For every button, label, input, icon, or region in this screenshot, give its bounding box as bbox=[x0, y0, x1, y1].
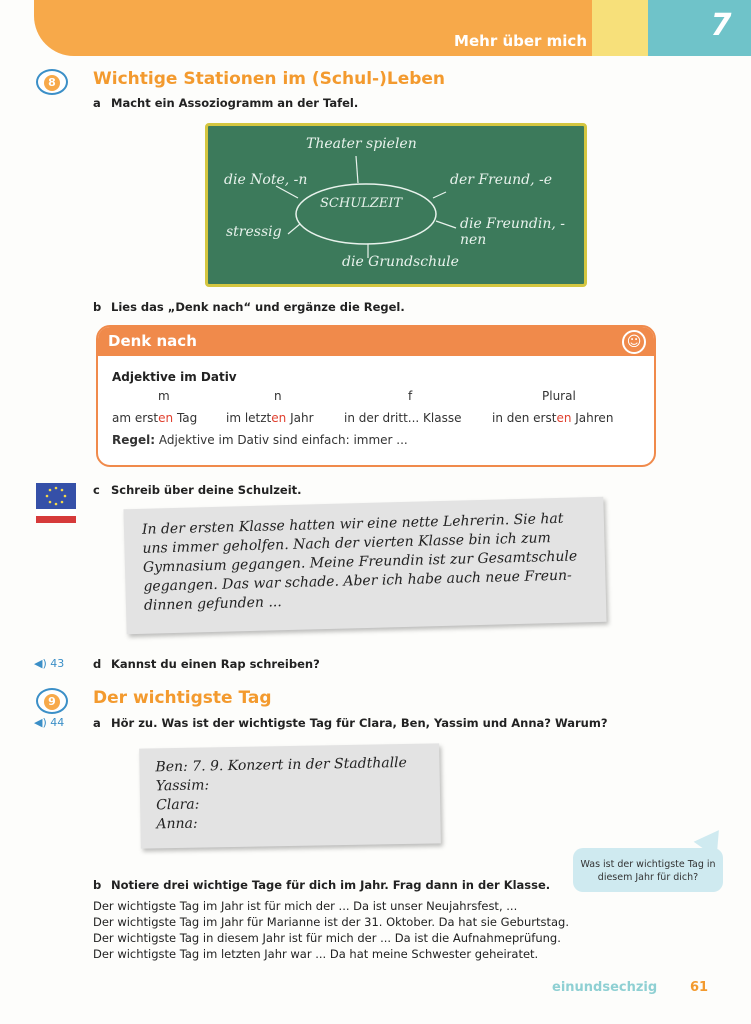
chalkboard bbox=[205, 123, 587, 287]
denk-nach-title: Denk nach bbox=[108, 332, 197, 350]
page-number-word: einundsechzig bbox=[552, 980, 658, 995]
denk-nach-subtitle: Adjektive im Dativ bbox=[112, 370, 237, 384]
header-accent-yellow bbox=[592, 0, 648, 56]
eu-flag-icon bbox=[36, 483, 76, 523]
chalk-word-right-bottom: die Freundin, -nen bbox=[460, 216, 565, 248]
audio-track-43[interactable]: ◀) 43 bbox=[34, 657, 65, 670]
handwritten-text: In der ersten Klasse hatten wir eine nette Lehrerin. Sie hat uns immer geholfen. Nach der vierten Klasse bin ich zum Gymnasium gegangen. Meine Freundin ist zur Gesamtschule gegangen. Das war schade. Aber ich habe auch neue Freun- dinnen gefunden ... bbox=[141, 510, 578, 614]
rule-text: Regel: Adjektive im Dativ sind einfach: immer ... bbox=[112, 433, 408, 447]
example-sentences bbox=[93, 898, 569, 962]
chapter-number: 7 bbox=[710, 8, 732, 43]
task-8b: b Lies das „Denk nach“ und ergänze die Regel. bbox=[93, 300, 405, 314]
section-title-9: Der wichtigste Tag bbox=[93, 688, 272, 708]
smiley-icon: ☺ bbox=[622, 330, 646, 354]
example-f: in der dritt... Klasse bbox=[344, 411, 462, 425]
gender-label-m: m bbox=[158, 389, 170, 403]
example-plural: in den ersten Jahren bbox=[492, 411, 614, 425]
speaker-icon: ◀) bbox=[34, 657, 47, 670]
page-number: 61 bbox=[690, 980, 709, 995]
sentence-line: Der wichtigste Tag im Jahr ist für mich der ... Da ist unser Neujahrsfest, ... bbox=[93, 899, 518, 913]
task-9a: a Hör zu. Was ist der wichtigste Tag für Clara, Ben, Yassim und Anna? Warum? bbox=[93, 716, 608, 730]
example-n: im letzten Jahr bbox=[226, 411, 314, 425]
chalk-center-word: SCHULZEIT bbox=[320, 196, 403, 211]
handwritten-note-schulzeit bbox=[123, 497, 606, 635]
section-badge-8: 8 bbox=[36, 69, 68, 95]
task-9b: b Notiere drei wichtige Tage für dich im Jahr. Frag dann in der Klasse. bbox=[93, 878, 551, 892]
chapter-title: Mehr über mich bbox=[454, 32, 587, 50]
speech-bubble-text: Was ist der wichtigste Tag in diesem Jahr für dich? bbox=[580, 859, 716, 883]
section-badge-9: 9 bbox=[36, 688, 68, 714]
chalk-word-left-bottom: stressig bbox=[226, 224, 282, 240]
gender-label-f: f bbox=[408, 389, 413, 403]
speaker-icon: ◀) bbox=[34, 716, 47, 729]
denk-nach-box bbox=[96, 325, 656, 467]
sentence-line: Der wichtigste Tag im letzten Jahr war ... Da hat meine Schwester geheiratet. bbox=[93, 947, 539, 961]
task-8a: a Macht ein Assoziogramm an der Tafel. bbox=[93, 96, 359, 110]
example-m: am ersten Tag bbox=[112, 411, 198, 425]
handwritten-note-wichtigster-tag bbox=[139, 743, 441, 848]
chalk-word-right-top: der Freund, -e bbox=[450, 172, 552, 188]
sentence-line: Der wichtigste Tag im Jahr für Marianne ist der 31. Oktober. Da hat sie Geburtstag. bbox=[93, 915, 569, 929]
chalk-word-top: Theater spielen bbox=[306, 136, 417, 152]
section-title-8: Wichtige Stationen im (Schul-)Leben bbox=[93, 69, 446, 89]
chalk-word-left-top: die Note, -n bbox=[224, 172, 308, 188]
sentence-line: Der wichtigste Tag in diesem Jahr ist für mich der ... Da ist die Aufnahmeprüfung. bbox=[93, 931, 561, 945]
gender-label-plural: Plural bbox=[542, 389, 576, 403]
chalk-word-bottom: die Grundschule bbox=[342, 254, 459, 270]
task-8d: d Kannst du einen Rap schreiben? bbox=[93, 657, 320, 671]
audio-track-44[interactable]: ◀) 44 bbox=[34, 716, 65, 729]
gender-label-n: n bbox=[274, 389, 282, 403]
task-8c: c Schreib über deine Schulzeit. bbox=[93, 483, 302, 497]
handwritten-text: Ben: 7. 9. Konzert in der Stadthalle Yassim: Clara: Anna: bbox=[155, 754, 408, 833]
